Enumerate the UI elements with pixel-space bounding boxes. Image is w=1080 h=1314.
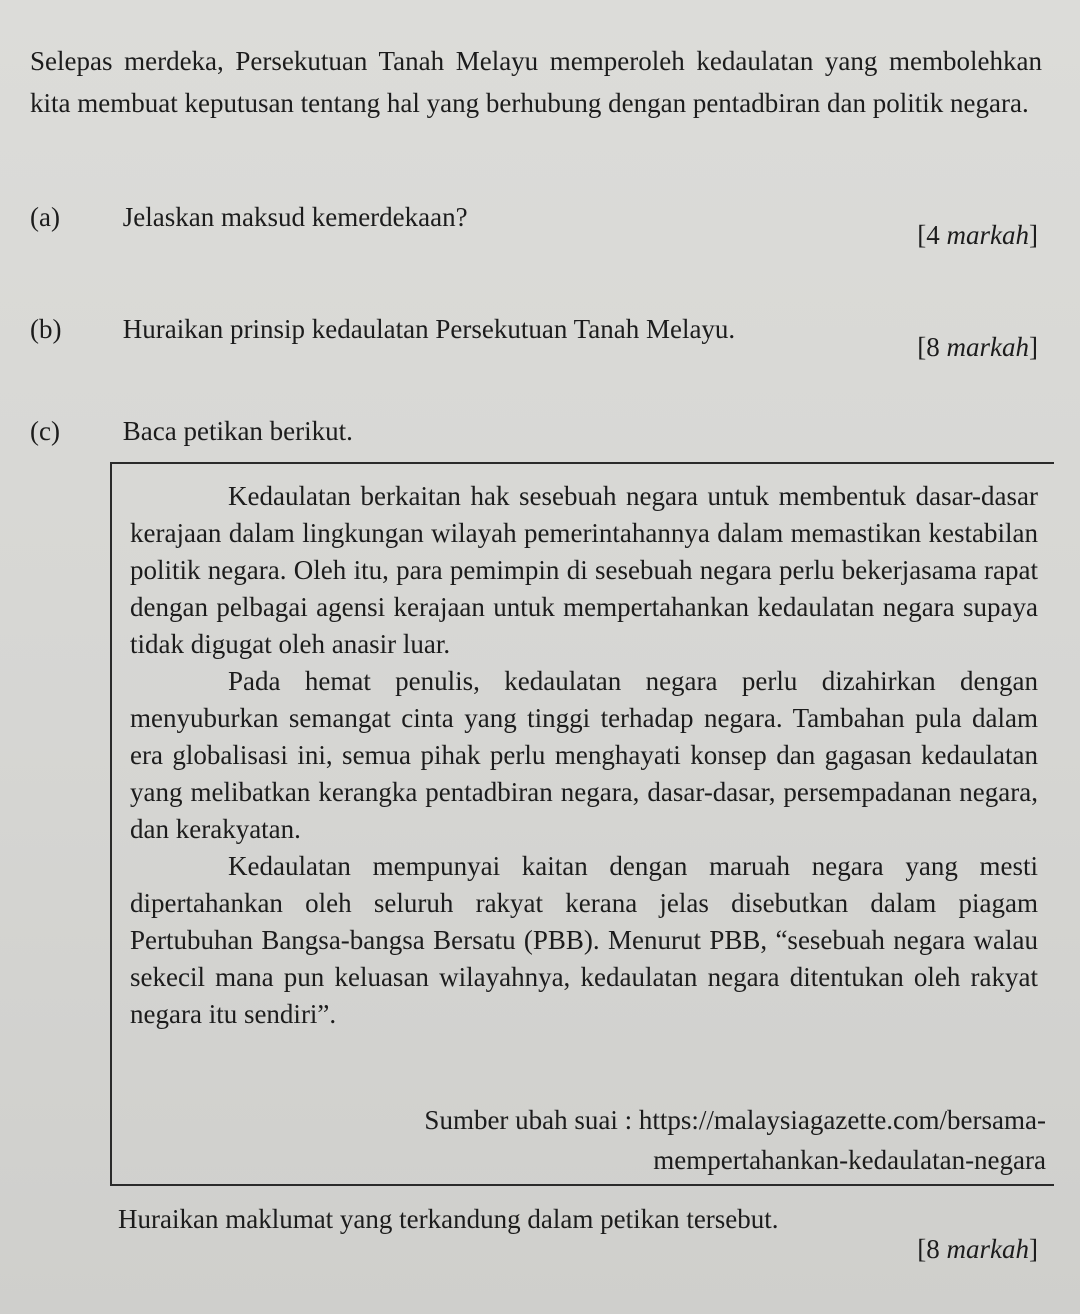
question-a-label: (a) <box>30 202 60 232</box>
passage-paragraph-3: Kedaulatan mempunyai kaitan dengan maruah negara yang mesti dipertahankan oleh seluruh rakyat kerana jelas disebutkan dalam piagam Pertubuhan Bangsa-bangsa Bersatu (PBB). Menurut PBB, “sesebuah negara walau sekecil mana pun keluasan wilayahnya, kedaulatan negara ditentukan oleh rakyat negara itu sendiri”. <box>130 851 1038 1029</box>
question-a-marks-open: [4 <box>917 220 947 250</box>
question-b-marks-close: ] <box>1029 332 1038 362</box>
source-line-1: Sumber ubah suai : https://malaysiagazette.com/bersama- <box>424 1105 1046 1135</box>
question-a-marks-word: markah <box>946 220 1029 250</box>
question-a-marks-close: ] <box>1029 220 1038 250</box>
source-line-2: mempertahankan-kedaulatan-negara <box>653 1145 1046 1175</box>
question-a-marks <box>917 218 1038 252</box>
passage-paragraph-2: Pada hemat penulis, kedaulatan negara perlu dizahirkan dengan menyuburkan semangat cinta yang tinggi terhadap negara. Tambahan pula dalam era globalisasi ini, semua pihak perlu menghayati konsep dan gagasan kedaulatan yang melibatkan kerangka pentadbiran negara, dasar-dasar, persempadanan negara, dan kerakyatan. <box>130 666 1038 844</box>
passage-paragraph-1: Kedaulatan berkaitan hak sesebuah negara untuk membentuk dasar-dasar kerajaan dalam lingkungan wilayah pemerintahannya dalam memastikan kestabilan politik negara. Oleh itu, para pemimpin di sesebuah negara perlu bekerjasama rapat dengan pelbagai agensi kerajaan untuk mempertahankan kedaulatan negara supaya tidak digugat oleh anasir luar. <box>130 481 1038 659</box>
intro-paragraph: Selepas merdeka, Persekutuan Tanah Melayu memperoleh kedaulatan yang membolehkan kita membuat keputusan tentang hal yang berhubung dengan pentadbiran dan politik negara. <box>30 46 1042 118</box>
final-question-marks-open: [8 <box>917 1234 947 1264</box>
final-question-marks-close: ] <box>1029 1234 1038 1264</box>
question-c-label: (c) <box>30 416 60 446</box>
question-c-text: Baca petikan berikut. <box>122 416 353 446</box>
question-b-text: Huraikan prinsip kedaulatan Persekutuan Tanah Melayu. <box>122 314 736 344</box>
question-b <box>30 312 735 346</box>
question-a <box>30 200 468 234</box>
passage-source <box>424 1100 1046 1180</box>
final-question: Huraikan maklumat yang terkandung dalam petikan tersebut. <box>118 1204 779 1234</box>
question-b-marks <box>917 330 1038 364</box>
question-c <box>30 414 353 448</box>
final-question-marks <box>917 1232 1038 1266</box>
question-a-text: Jelaskan maksud kemerdekaan? <box>122 202 468 232</box>
question-b-label: (b) <box>30 314 62 344</box>
passage <box>130 478 1038 1033</box>
question-b-marks-open: [8 <box>917 332 947 362</box>
question-b-marks-word: markah <box>946 332 1029 362</box>
final-question-marks-word: markah <box>946 1234 1029 1264</box>
